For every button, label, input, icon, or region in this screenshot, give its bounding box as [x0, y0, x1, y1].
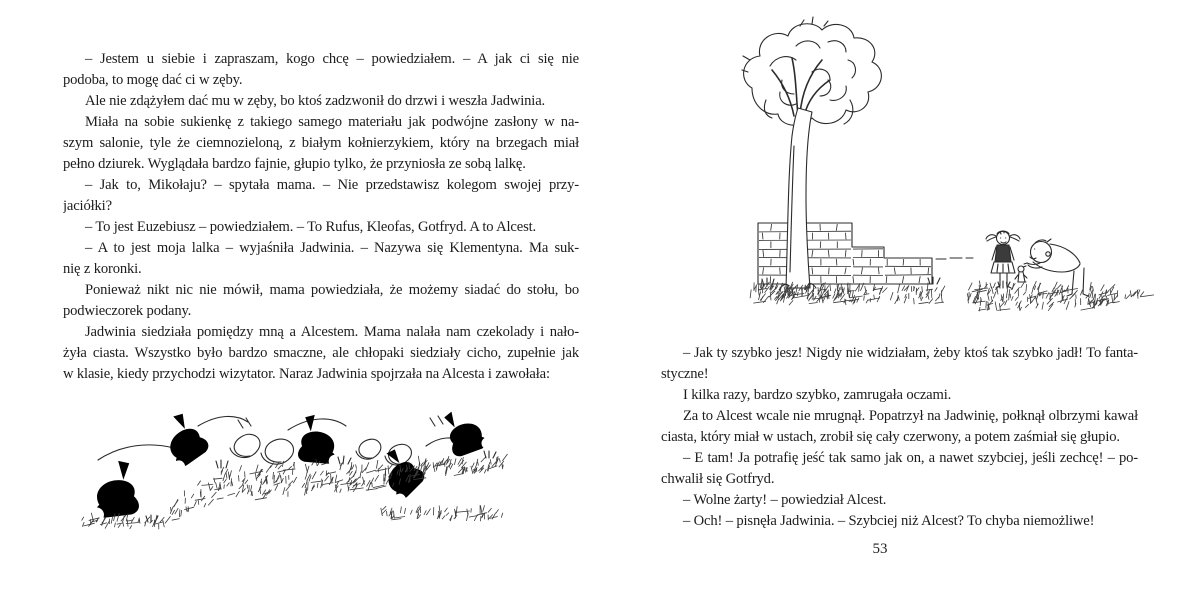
text-line: – A to jest moja lalka – wyjaśniła Jadwinia. – Nazywa się Klementyna. Ma suk- [85, 240, 579, 256]
girl-jadwinia [986, 231, 1027, 288]
text-line: ciasta, który miał w ustach, zrobił się cały czerwony, a potem zaśmiał się głupio. [661, 429, 1120, 445]
pigtail-right [1010, 235, 1020, 241]
tumbling-children-illustration [78, 406, 518, 556]
text-line: w klasie, kiedy przychodzi wizytator. Naraz Jadwinia spojrzała na Alcesta i zawołała: [63, 366, 550, 382]
text-line: Ponieważ nikt nic nie mówił, mama powiedziała, że możemy siadać do stołu, bo [85, 282, 579, 298]
text-line: podwieczorek podany. [63, 303, 192, 319]
girl-skirt [991, 262, 1015, 273]
girl-sweater [995, 245, 1011, 262]
boy-back [1050, 244, 1080, 263]
boy-alcest [1023, 239, 1088, 296]
text-line: nię z koronki. [63, 261, 142, 277]
text-line: – Jak to, Mikołaju? – spytała mama. – Nie przedstawisz kolegom swojej przy- [85, 177, 579, 193]
text-line: – To jest Euzebiusz – powiedziałem. – To Rufus, Kleofas, Gotfryd. A to Alcest. [85, 219, 537, 235]
text-line: pełno dziurek. Wyglądała bardzo fajnie, głupio tylko, że przyniosła ze sobą lalkę. [63, 156, 526, 172]
text-line: Za to Alcest wcale nie mrugnął. Popatrzył na Jadwinię, połknął olbrzymi kawał [683, 408, 1138, 424]
tumbling-child-3 [295, 411, 354, 481]
text-line: – Och! – pisnęła Jadwinia. – Szybciej niż Alcest? To chyba niemożliwe! [683, 513, 1095, 529]
text-line: – E tam! Ja potrafię jeść tak samo jak on, a nawet szybciej, jeśli zechcę! – po- [683, 450, 1138, 466]
tumbling-child-5 [361, 445, 436, 518]
boy-arms-eating [1023, 263, 1042, 268]
tumbling-children [78, 406, 502, 538]
text-line: Miała na sobie sukienkę z takiego samego materiału jak podwójne zasłony w na- [85, 114, 579, 130]
grass-hatching [750, 280, 1154, 311]
boy-legs [1067, 268, 1088, 296]
text-line: – Jak ty szybko jesz! Nigdy nie widziałam, żeby ktoś tak szybko jadł! To fanta- [683, 345, 1138, 361]
text-line: szym salonie, tyle że ciemnozieloną, z białym kołnierzykiem, który na brzegach miał [63, 135, 579, 151]
text-line: – Wolne żarty! – powiedział Alcest. [683, 492, 887, 508]
left-page-text [63, 49, 579, 385]
page-number: 53 [872, 541, 888, 557]
brick-joints [759, 224, 931, 283]
text-line: żyła ciasta. Wszystko było bardzo smaczne, ale chłopaki siedziały cicho, zupełnie jak [63, 345, 579, 361]
motion-swirls [98, 416, 464, 465]
text-line: Jadwinia siedziała pomiędzy mną a Alcestem. Mama nalała nam czekolady i nało- [85, 324, 579, 340]
text-line: jaciółki? [63, 198, 112, 214]
text-line: I kilka razy, bardzo szybko, zamrugała oczami. [683, 387, 952, 403]
doll [1015, 266, 1027, 282]
text-line: chwalił się Gotfryd. [661, 471, 775, 487]
tree-wall-children-illustration [700, 16, 1160, 336]
right-page-text [661, 343, 1138, 532]
text-line: – Jestem u siebie i zapraszam, kogo chcę – powiedziałem. – A jak ci się nie [85, 51, 579, 67]
tumbling-child-1 [78, 456, 143, 537]
text-line: podoba, to mogę dać ci w zęby. [63, 72, 243, 88]
text-line: styczne! [661, 366, 709, 382]
grass-hatching [82, 454, 508, 529]
text-line: Ale nie zdążyłem dać mu w zęby, bo ktoś zadzwonił do drzwi i weszła Jadwinia. [85, 93, 546, 109]
pigtail-left [986, 235, 996, 241]
